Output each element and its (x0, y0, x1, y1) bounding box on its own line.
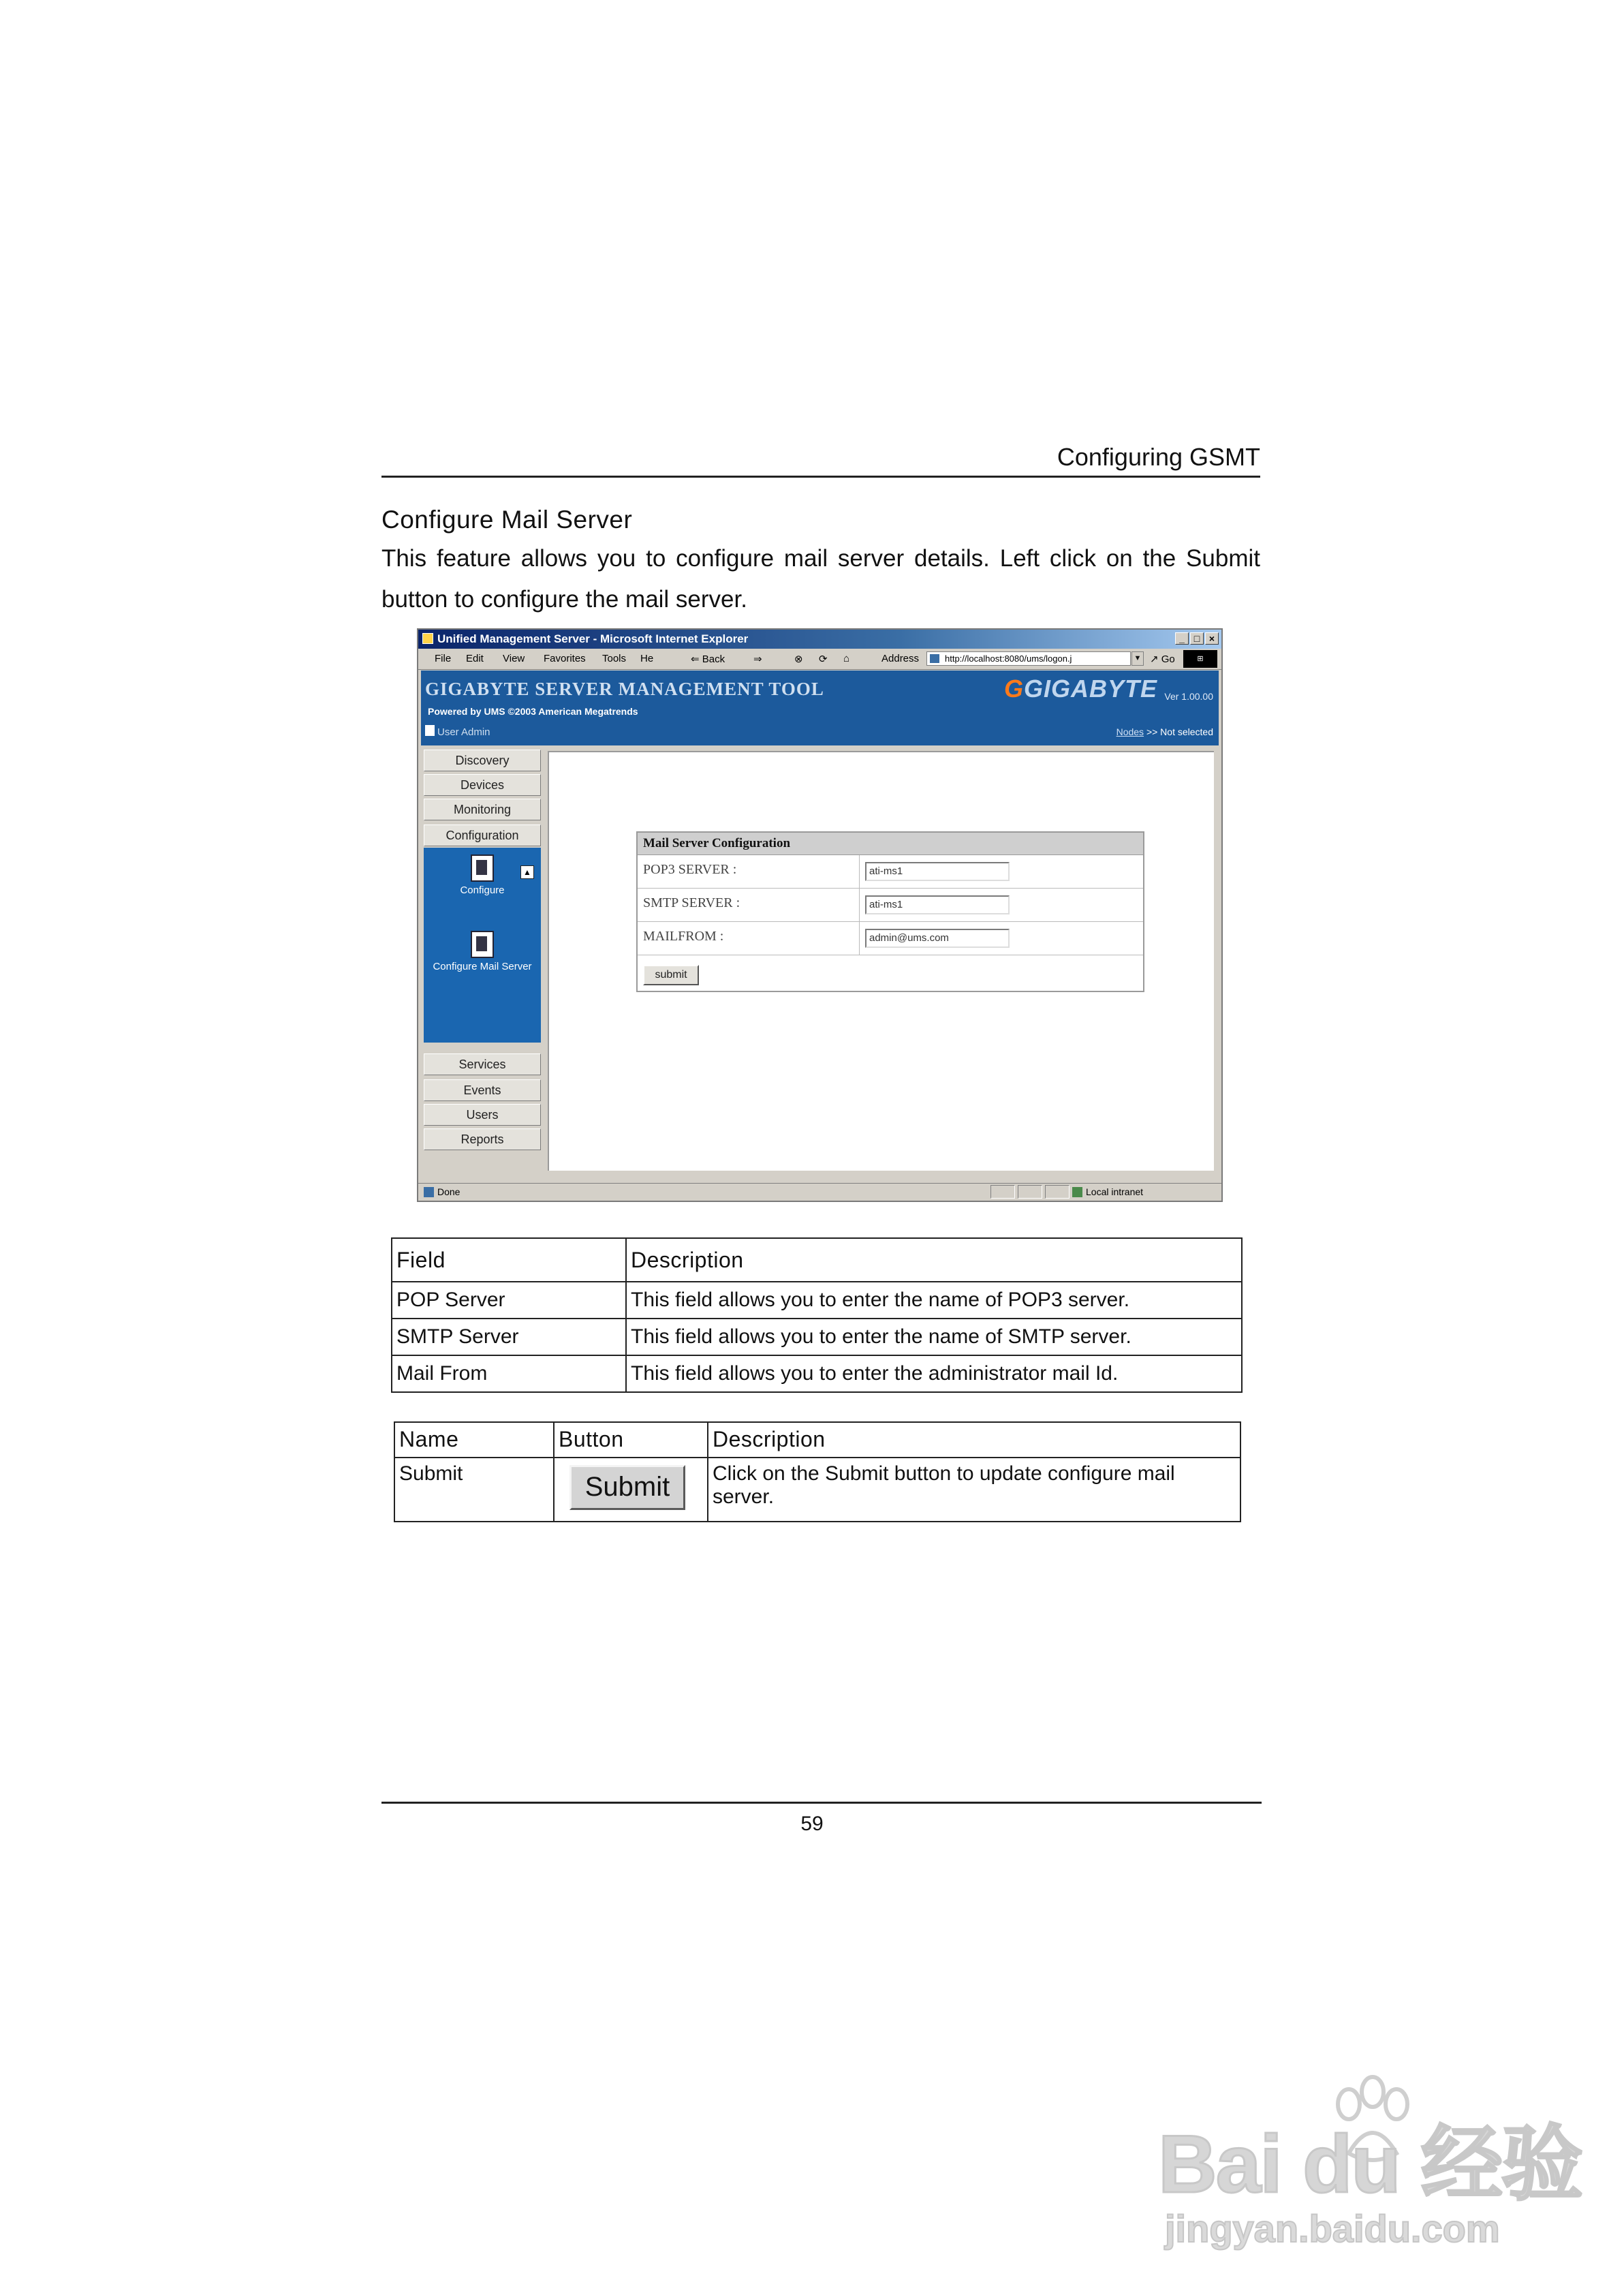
address-bar[interactable] (926, 651, 1131, 666)
refresh-icon[interactable]: ⟳ (819, 653, 828, 665)
minimize-button[interactable]: _ (1175, 632, 1189, 645)
app-content (548, 751, 1214, 1171)
button-cell (554, 1458, 708, 1522)
table-row (392, 1282, 1242, 1319)
configure-icon (471, 854, 494, 882)
configure-label: Configure (460, 884, 505, 896)
back-button[interactable]: ⇐ Back (691, 653, 725, 665)
page-footer-rule (381, 1802, 1262, 1804)
gigabyte-logo: GGIGABYTE (1003, 675, 1157, 703)
breadcrumb-current: >> Not selected (1146, 726, 1213, 737)
configuration-panel (424, 848, 541, 1043)
app-version: Ver 1.00.00 (1164, 691, 1213, 702)
smtp-server-input[interactable]: ati-ms1 (865, 895, 1010, 914)
collapse-icon[interactable]: ▲ (520, 865, 534, 879)
table-row (394, 1458, 1240, 1522)
form-submit-button[interactable]: submit (643, 965, 699, 985)
menu-help[interactable]: He (640, 653, 654, 664)
browser-title-bar (418, 630, 1221, 649)
browser-title: Unified Management Server - Microsoft Internet Explorer (437, 632, 749, 645)
field-description: This field allows you to enter the name of SMTP server. (626, 1319, 1242, 1355)
field-description: This field allows you to enter the name of POP3 server. (626, 1282, 1242, 1319)
sidebar-configuration[interactable]: Configuration (424, 825, 541, 846)
sidebar-monitoring[interactable]: Monitoring (424, 799, 541, 820)
sidebar-users[interactable]: Users (424, 1104, 541, 1126)
form-title: Mail Server Configuration (638, 833, 1143, 855)
menu-file[interactable]: File (435, 653, 452, 664)
button-name: Submit (394, 1458, 554, 1522)
table-header-row (392, 1238, 1242, 1282)
sidebar-reports[interactable]: Reports (424, 1128, 541, 1150)
sidebar-devices[interactable]: Devices (424, 774, 541, 796)
user-icon (425, 725, 435, 736)
sidebar-events[interactable]: Events (424, 1079, 541, 1101)
watermark-sub: jingyan.baidu.com (1165, 2207, 1500, 2250)
row-divider (859, 922, 860, 955)
submit-button-sample[interactable]: Submit (569, 1465, 685, 1510)
banner-subtitle: Powered by UMS ©2003 American Megatrends (428, 706, 638, 717)
breadcrumb (1116, 726, 1213, 737)
page-icon (930, 654, 939, 663)
home-icon[interactable]: ⌂ (843, 653, 850, 664)
header-description: Description (708, 1422, 1240, 1458)
menu-favorites[interactable]: Favorites (544, 653, 586, 664)
sidebar-discovery[interactable]: Discovery (424, 750, 541, 771)
table-row (392, 1355, 1242, 1392)
browser-window-screenshot (417, 628, 1223, 1202)
sidebar-services[interactable]: Services (424, 1053, 541, 1075)
button-description: Click on the Submit button to update configure mail server. (708, 1458, 1240, 1522)
banner-user: User Admin (437, 726, 490, 738)
banner-title: GIGABYTE SERVER MANAGEMENT TOOL (425, 679, 824, 699)
pop3-server-input[interactable]: ati-ms1 (865, 862, 1010, 881)
app-banner (421, 671, 1219, 745)
logo-text: GIGABYTE (1023, 675, 1157, 703)
menu-edit[interactable]: Edit (466, 653, 484, 664)
forward-button[interactable]: ⇒ (753, 653, 762, 665)
menu-view[interactable]: View (503, 653, 525, 664)
chapter-title: Configuring GSMT (1057, 443, 1260, 471)
smtp-label: SMTP SERVER : (643, 895, 740, 910)
configure-mail-server-item[interactable] (424, 931, 541, 972)
form-row-pop3 (638, 855, 1143, 889)
status-cell (990, 1185, 1015, 1199)
breadcrumb-nodes-link[interactable]: Nodes (1116, 726, 1144, 737)
maximize-button[interactable]: □ (1190, 632, 1204, 645)
mail-server-form (636, 831, 1144, 992)
page-header (381, 443, 1260, 478)
menu-tools[interactable]: Tools (602, 653, 627, 664)
baidu-watermark (1158, 2071, 1582, 2250)
watermark-main: Bai du 经验 (1158, 2119, 1582, 2210)
table-row (392, 1319, 1242, 1355)
go-button[interactable]: ↗ Go (1150, 653, 1175, 665)
header-description: Description (626, 1238, 1242, 1282)
field-name: POP Server (392, 1282, 626, 1319)
form-row-mailfrom (638, 922, 1143, 955)
header-field: Field (392, 1238, 626, 1282)
header-button: Button (554, 1422, 708, 1458)
form-row-smtp (638, 889, 1143, 922)
mailfrom-label: MAILFROM : (643, 929, 724, 944)
button-table (394, 1421, 1241, 1522)
address-value: http://localhost:8080/ums/logon.j (945, 653, 1072, 664)
mailfrom-input[interactable]: admin@ums.com (865, 929, 1010, 948)
table-header-row (394, 1422, 1240, 1458)
browser-status-bar (418, 1183, 1221, 1201)
ie-status-icon (424, 1187, 434, 1197)
zone-text: Local intranet (1072, 1186, 1143, 1197)
window-controls (1175, 632, 1219, 645)
ie-app-icon (422, 633, 433, 644)
page-number: 59 (800, 1813, 824, 1835)
browser-menubar (418, 649, 1221, 670)
configure-mail-server-label: Configure Mail Server (433, 961, 532, 972)
app-sidebar (421, 745, 544, 1171)
status-cell (1045, 1185, 1069, 1199)
field-name: SMTP Server (392, 1319, 626, 1355)
close-button[interactable]: × (1205, 632, 1219, 645)
pop3-label: POP3 SERVER : (643, 862, 737, 877)
row-divider (859, 889, 860, 921)
ie-throbber-icon: ⊞ (1183, 650, 1217, 668)
section-title: Configure Mail Server (381, 506, 633, 534)
status-text: Done (437, 1186, 460, 1197)
field-description: This field allows you to enter the administrator mail Id. (626, 1355, 1242, 1392)
section-description: This feature allows you to configure mail server details. Left click on the Submit button to configure the mail server. (381, 545, 1260, 613)
row-divider (859, 855, 860, 888)
go-label: Go (1161, 653, 1175, 665)
status-cell (1018, 1185, 1042, 1199)
address-label: Address (881, 653, 920, 664)
header-name: Name (394, 1422, 554, 1458)
field-name: Mail From (392, 1355, 626, 1392)
configure-mail-server-icon (471, 931, 494, 958)
address-dropdown-icon[interactable]: ▼ (1131, 651, 1144, 666)
stop-icon[interactable]: ⊗ (794, 653, 803, 665)
field-table (391, 1237, 1243, 1393)
